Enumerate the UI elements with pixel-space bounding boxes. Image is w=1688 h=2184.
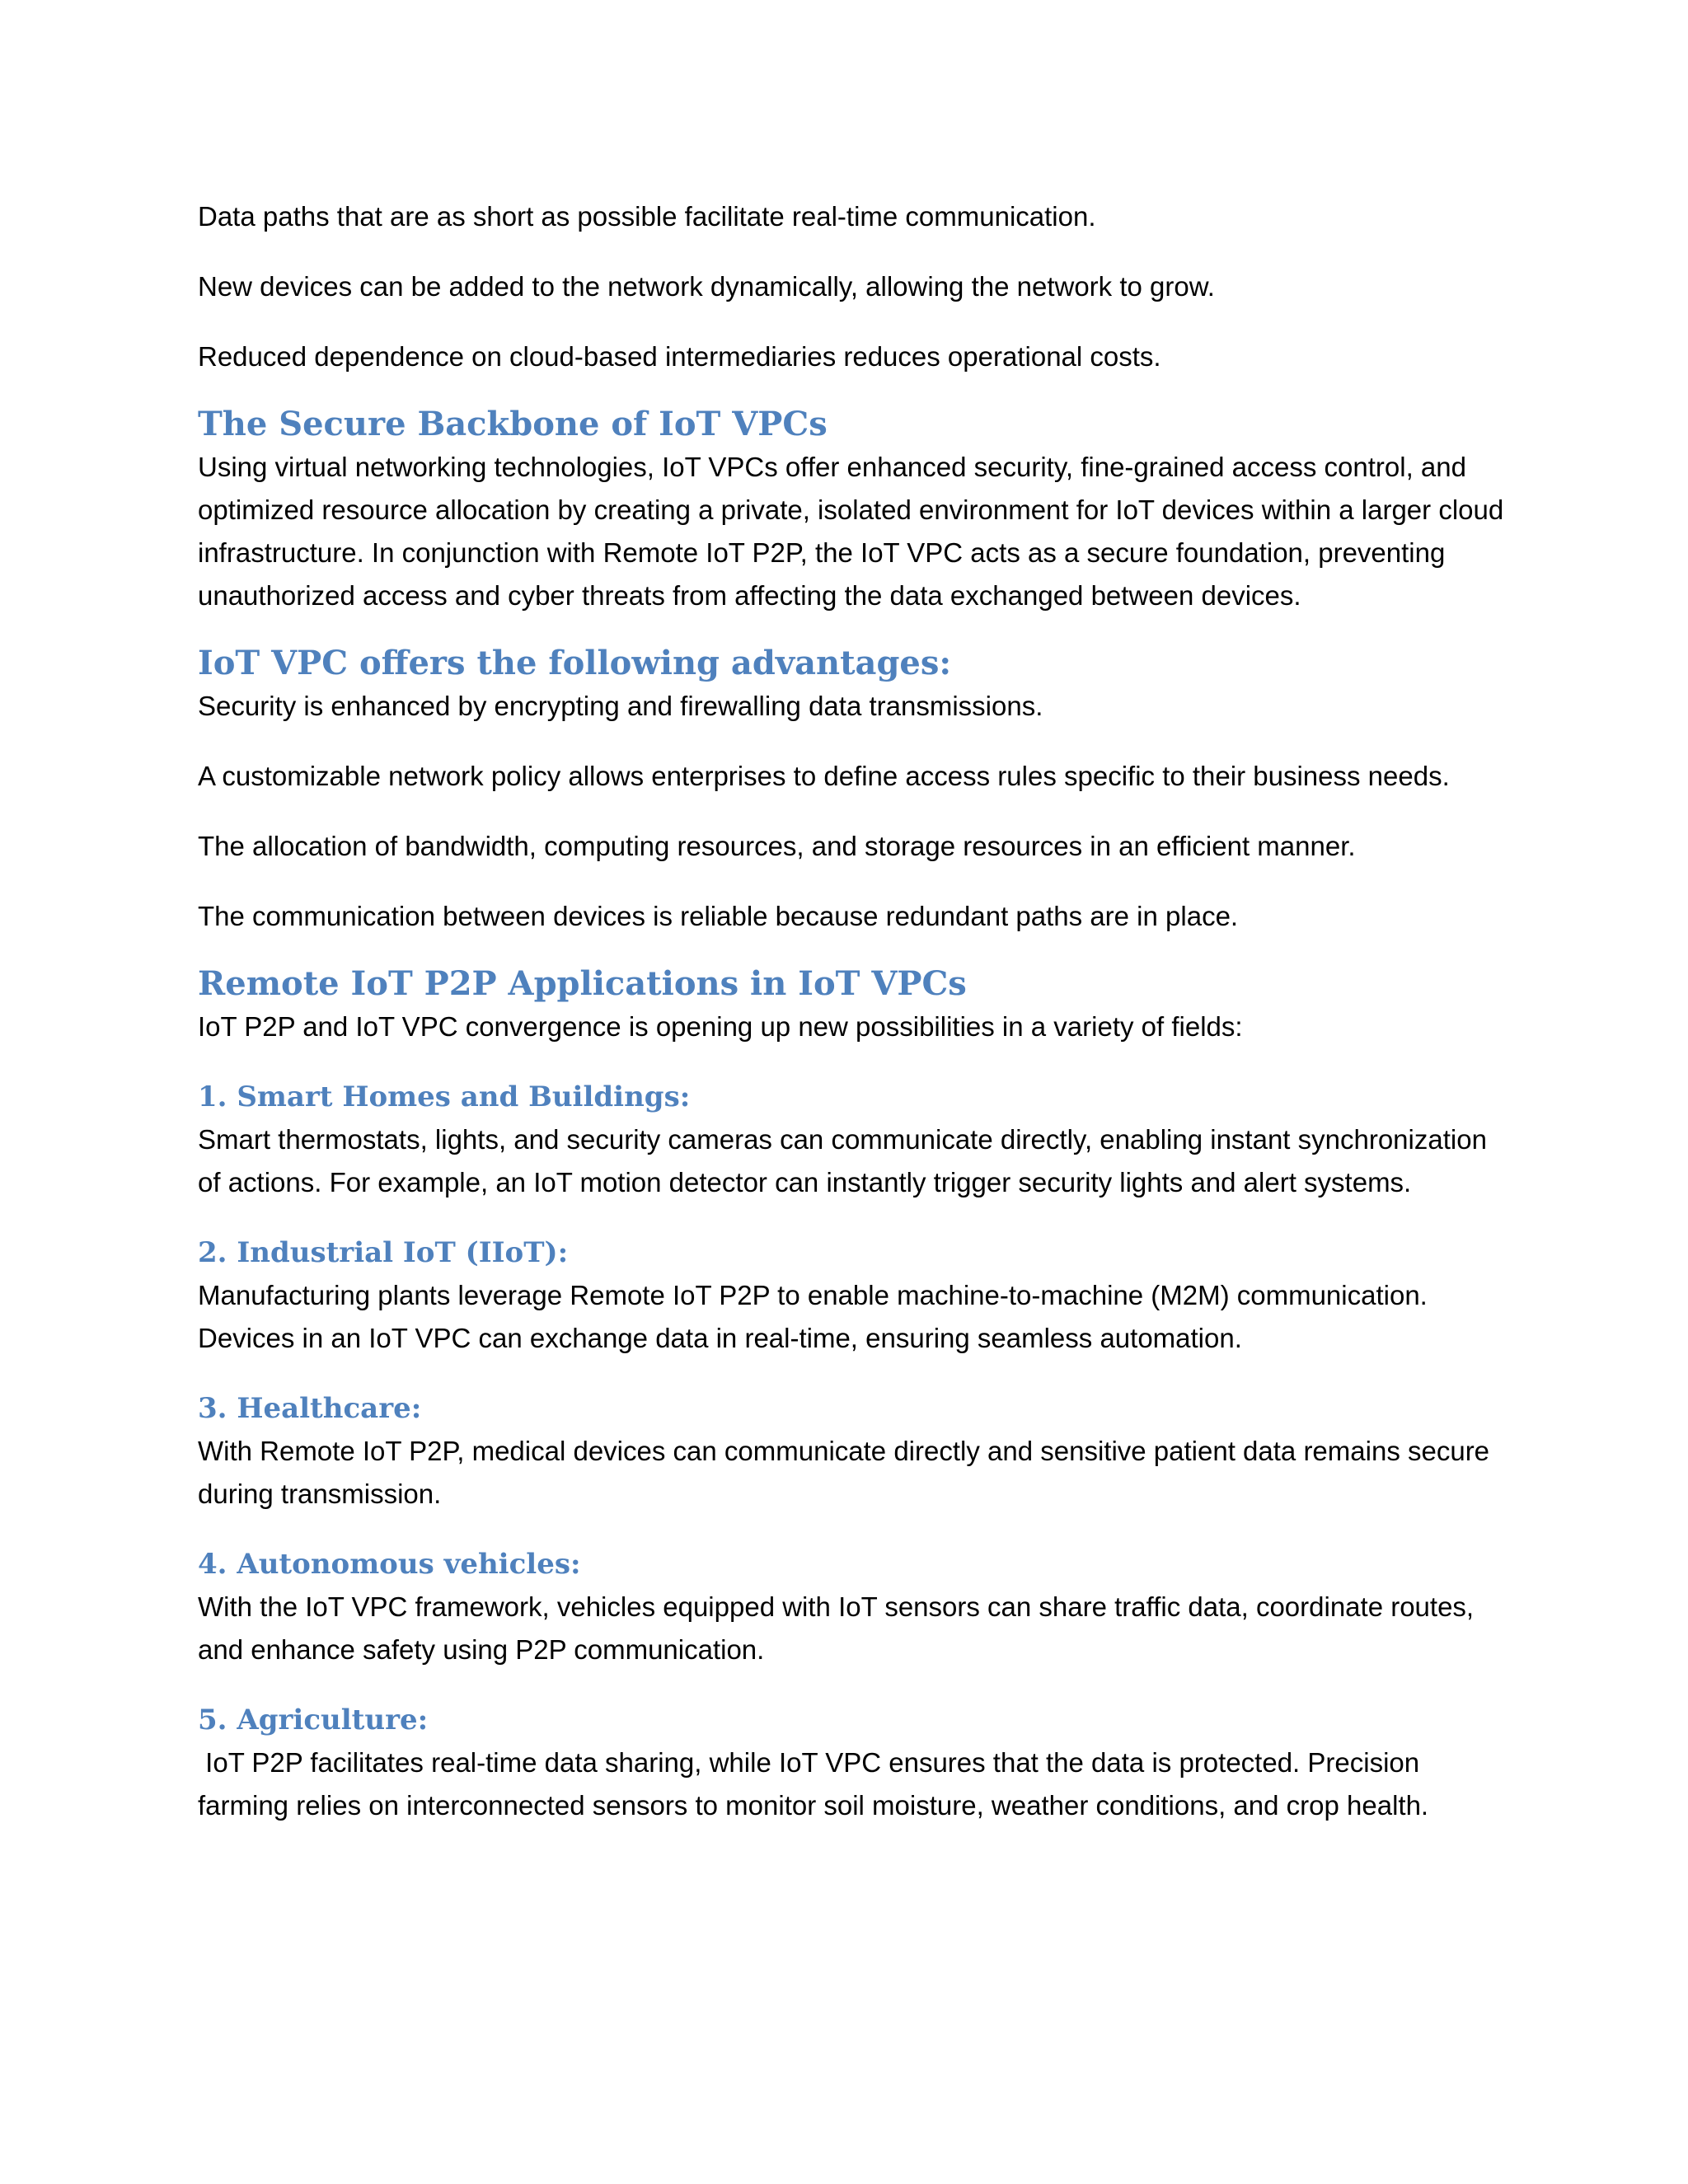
application-body-agriculture: IoT P2P facilitates real-time data sharing, while IoT VPC ensures that the data is protected. Precision farming relies on interconnected sensors to monitor soil moisture, weather conditions, and crop health. — [198, 1747, 1429, 1821]
application-title-healthcare: 3. Healthcare: — [198, 1392, 422, 1425]
advantage-item: Security is enhanced by encrypting and firewalling data transmissions. — [198, 691, 1043, 721]
application-body-vehicles: With the IoT VPC framework, vehicles equipped with IoT sensors can share traffic data, coordinate routes, and enhance safety using P2P communication. — [198, 1591, 1475, 1665]
intro-paragraph: Reduced dependence on cloud-based intermediaries reduces operational costs. — [198, 341, 1161, 372]
applications-intro: IoT P2P and IoT VPC convergence is opening up new possibilities in a variety of fields: — [198, 1011, 1243, 1042]
application-title-industrial: 2. Industrial IoT (IIoT): — [198, 1236, 569, 1269]
section-heading-applications: Remote IoT P2P Applications in IoT VPCs — [198, 964, 967, 1003]
application-body-industrial: Manufacturing plants leverage Remote IoT P2P to enable machine-to-machine (M2M) communication. Devices in an IoT VPC can exchange data in real-time, ensuring seamless automation. — [198, 1280, 1428, 1353]
advantage-item: The communication between devices is reliable because redundant paths are in place. — [198, 901, 1239, 931]
application-title-agriculture: 5. Agriculture: — [198, 1704, 429, 1736]
application-title-vehicles: 4. Autonomous vehicles: — [198, 1548, 581, 1581]
application-body-healthcare: With Remote IoT P2P, medical devices can communicate directly and sensitive patient data remains secure during transmission. — [198, 1436, 1490, 1509]
intro-paragraph: New devices can be added to the network dynamically, allowing the network to grow. — [198, 271, 1215, 302]
section-heading-advantages: IoT VPC offers the following advantages: — [198, 644, 952, 682]
advantage-item: The allocation of bandwidth, computing resources, and storage resources in an efficient manner. — [198, 831, 1356, 861]
application-body-smart-homes: Smart thermostats, lights, and security cameras can communicate directly, enabling instant synchronization of actions. For example, an IoT motion detector can instantly trigger security lights and alert systems. — [198, 1124, 1487, 1197]
backbone-paragraph: Using virtual networking technologies, IoT VPCs offer enhanced security, fine-grained access control, and optimized resource allocation by creating a private, isolated environment for IoT devices within a larger cloud infrastructure. In conjunction with Remote IoT P2P, the IoT VPC acts as a secure foundation, preventing unauthorized access and cyber threats from affecting the data exchanged between devices. — [198, 452, 1504, 611]
document-body — [198, 195, 1517, 1854]
application-title-smart-homes: 1. Smart Homes and Buildings: — [198, 1080, 691, 1113]
intro-paragraph: Data paths that are as short as possible facilitate real-time communication. — [198, 201, 1096, 232]
section-heading-backbone: The Secure Backbone of IoT VPCs — [198, 405, 828, 443]
advantage-item: A customizable network policy allows enterprises to define access rules specific to their business needs. — [198, 761, 1450, 791]
